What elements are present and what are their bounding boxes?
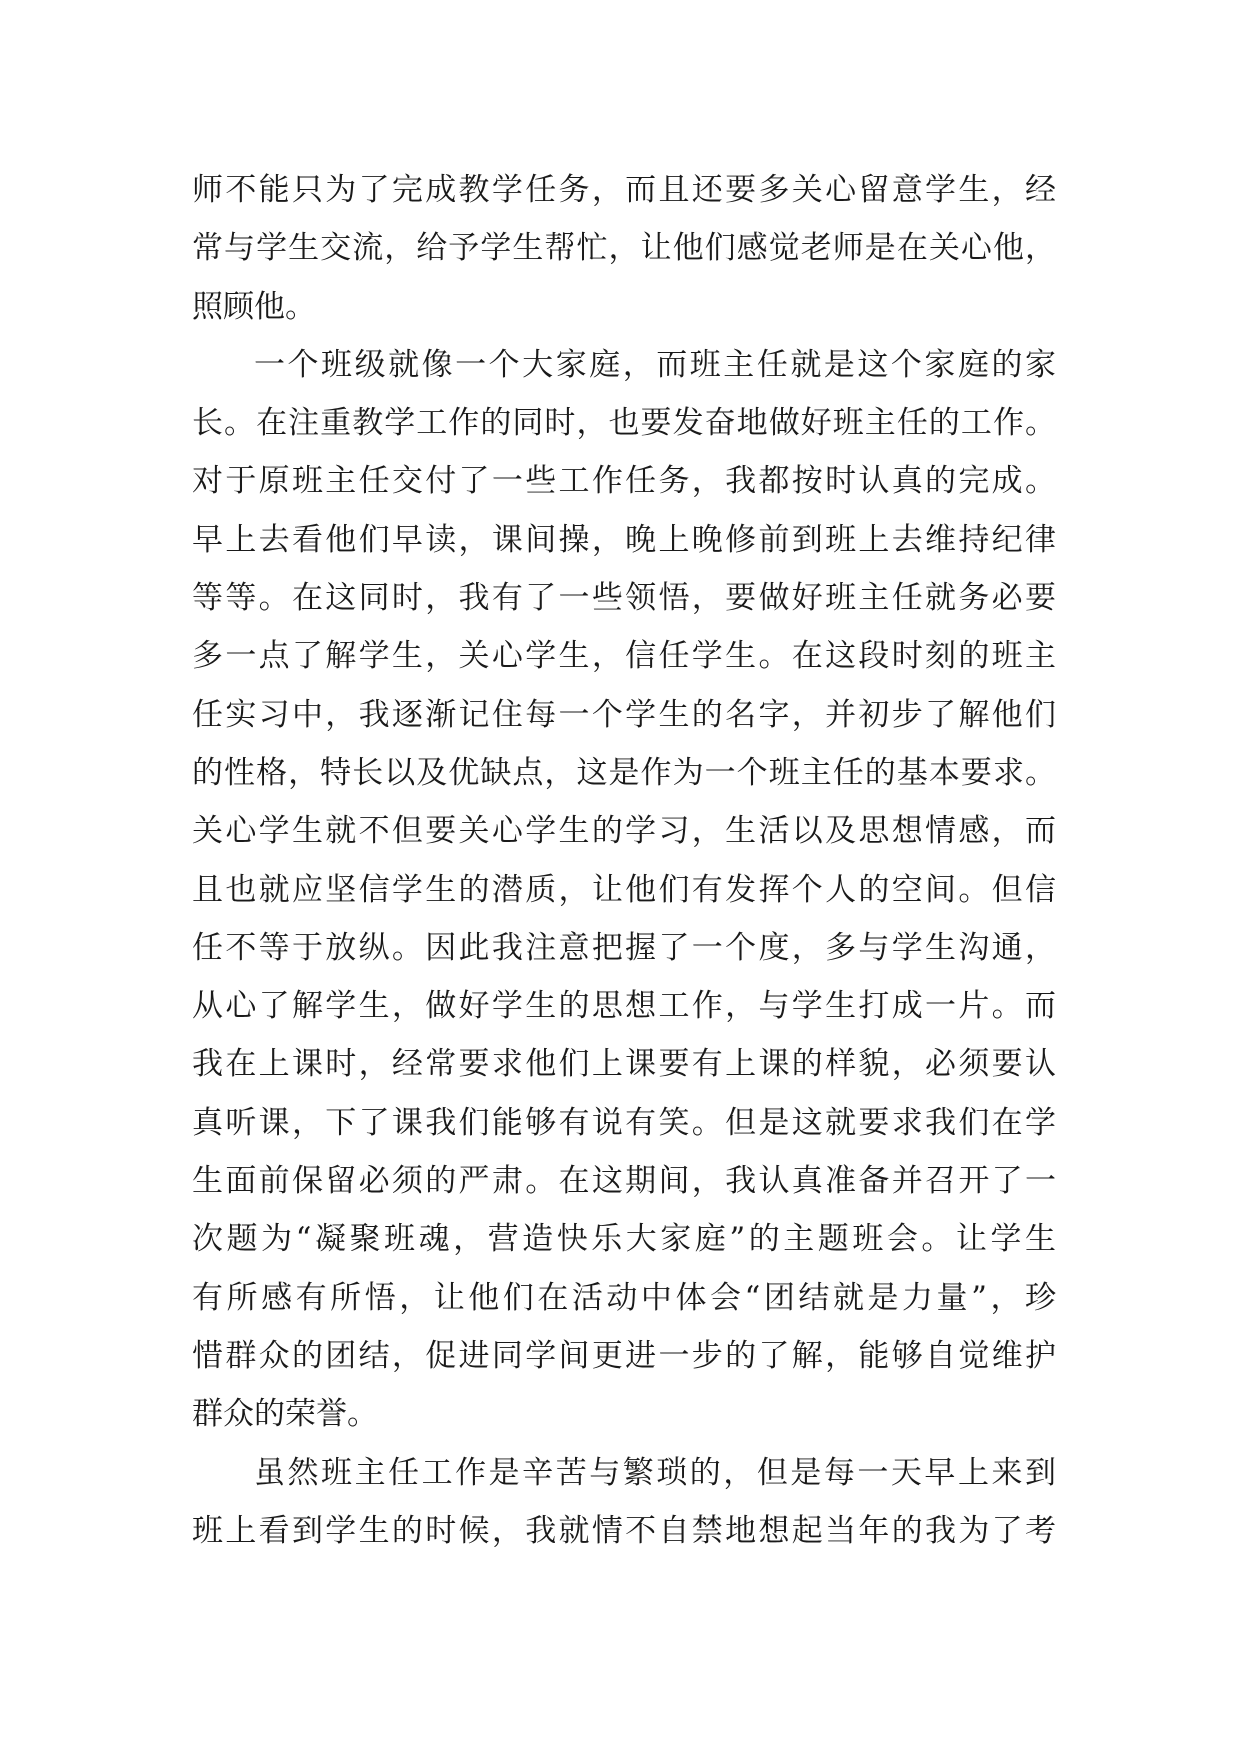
text-line: 关心学生就不但要关心学生的学习，生活以及思想情感，而 <box>192 813 1056 850</box>
text-line: 长。在注重教学工作的同时，也要发奋地做好班主任的工作。 <box>192 405 1056 442</box>
text-line: 常与学生交流，给予学生帮忙，让他们感觉老师是在关心他， <box>192 230 1056 267</box>
text-line: 早上去看他们早读，课间操，晚上晚修前到班上去维持纪律 <box>192 521 1056 558</box>
text-line: 多一点了解学生，关心学生，信任学生。在这段时刻的班主 <box>192 638 1056 675</box>
text-line: 任不等于放纵。因此我注意把握了一个度，多与学生沟通， <box>192 929 1056 966</box>
text-line: 且也就应坚信学生的潜质，让他们有发挥个人的空间。但信 <box>192 871 1056 908</box>
text-line: 惜群众的团结，促进同学间更进一步的了解，能够自觉维护 <box>192 1337 1056 1374</box>
text-line: 有所感有所悟，让他们在活动中体会“团结就是力量”，珍 <box>192 1279 1056 1316</box>
text-line: 照顾他。 <box>192 288 316 325</box>
text-line: 生面前保留必须的严肃。在这期间，我认真准备并召开了一 <box>192 1163 1056 1200</box>
text-line: 次题为“凝聚班魂，营造快乐大家庭”的主题班会。让学生 <box>192 1221 1056 1258</box>
text-line: 等等。在这同时，我有了一些领悟，要做好班主任就务必要 <box>192 580 1056 617</box>
text-line: 对于原班主任交付了一些工作任务，我都按时认真的完成。 <box>192 463 1056 500</box>
text-line: 我在上课时，经常要求他们上课要有上课的样貌，必须要认 <box>192 1046 1056 1083</box>
text-line: 任实习中，我逐渐记住每一个学生的名字，并初步了解他们 <box>192 696 1056 733</box>
text-line: 的性格，特长以及优缺点，这是作为一个班主任的基本要求。 <box>192 754 1056 791</box>
body-text <box>192 161 1056 1560</box>
text-line: 虽然班主任工作是辛苦与繁琐的，但是每一天早上来到 <box>254 1454 1056 1491</box>
text-line: 一个班级就像一个大家庭，而班主任就是这个家庭的家 <box>254 346 1056 383</box>
text-line: 从心了解学生，做好学生的思想工作，与学生打成一片。而 <box>192 988 1056 1025</box>
text-line: 师不能只为了完成教学任务，而且还要多关心留意学生，经 <box>192 172 1056 208</box>
text-line: 真听课，下了课我们能够有说有笑。但是这就要求我们在学 <box>192 1104 1056 1141</box>
text-line: 群众的荣誉。 <box>192 1396 378 1433</box>
text-line: 班上看到学生的时候，我就情不自禁地想起当年的我为了考 <box>192 1512 1056 1549</box>
